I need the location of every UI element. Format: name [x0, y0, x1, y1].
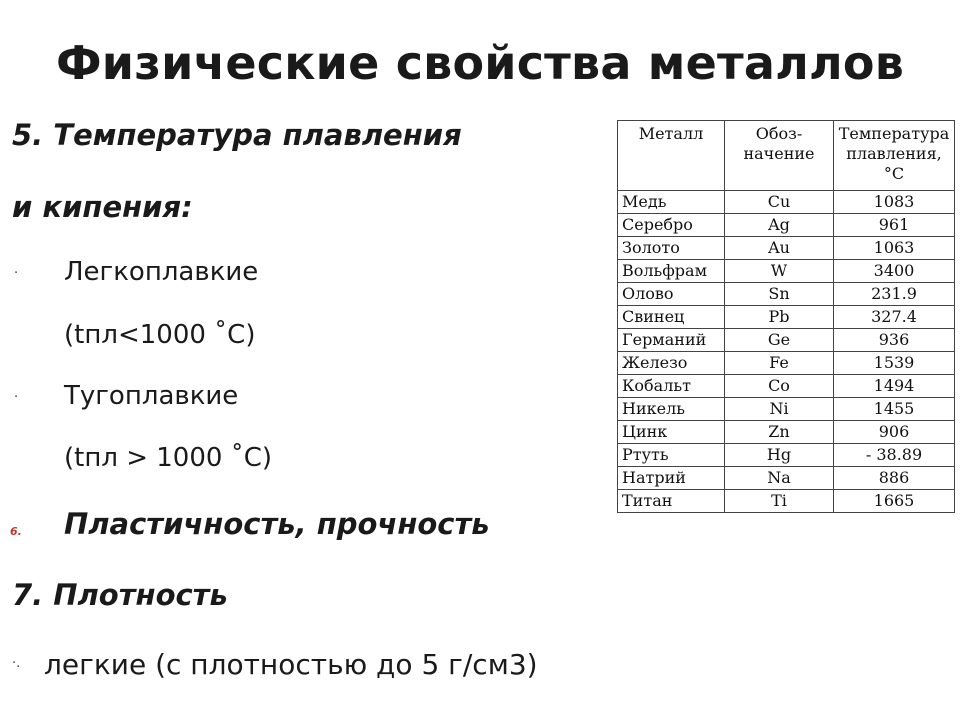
- bullet-dot-icon: ·: [14, 266, 19, 281]
- cell-melting-temp: 231.9: [834, 283, 955, 306]
- cell-symbol: Fe: [725, 352, 834, 375]
- cell-symbol: Ag: [725, 214, 834, 237]
- cell-melting-temp: 1083: [834, 191, 955, 214]
- cell-symbol: Na: [725, 467, 834, 490]
- table-header-row: [618, 121, 955, 191]
- cell-metal-name: Цинк: [618, 421, 725, 444]
- cell-symbol: Sn: [725, 283, 834, 306]
- table-row: [618, 421, 955, 444]
- bullet-dot-icon: ·.: [12, 656, 21, 671]
- cell-symbol: Cu: [725, 191, 834, 214]
- table-row: [618, 444, 955, 467]
- heading-plasticity: Пластичность, прочность: [64, 507, 490, 541]
- item6-number: 6.: [10, 525, 22, 538]
- cell-melting-temp: - 38.89: [834, 444, 955, 467]
- cell-metal-name: Натрий: [618, 467, 725, 490]
- header-line: Температура: [838, 124, 950, 143]
- table-row: [618, 329, 955, 352]
- cell-metal-name: Германий: [618, 329, 725, 352]
- cell-melting-temp: 1665: [834, 490, 955, 513]
- table-row: [618, 214, 955, 237]
- cell-metal-name: Железо: [618, 352, 725, 375]
- cell-metal-name: Кобальт: [618, 375, 725, 398]
- heading-melting-temperature: 5. Температура плавления: [12, 118, 462, 152]
- cell-symbol: W: [725, 260, 834, 283]
- page-title: Физические свойства металлов: [55, 36, 905, 90]
- cell-metal-name: Серебро: [618, 214, 725, 237]
- table-row: [618, 352, 955, 375]
- cell-metal-name: Никель: [618, 398, 725, 421]
- cell-melting-temp: 1494: [834, 375, 955, 398]
- table-row: [618, 490, 955, 513]
- cell-symbol: Ni: [725, 398, 834, 421]
- cell-melting-temp: 961: [834, 214, 955, 237]
- heading-boiling: и кипения:: [12, 190, 193, 224]
- bullet-dot-icon: ·: [14, 390, 19, 405]
- cell-symbol: Au: [725, 237, 834, 260]
- melting-points-table: [617, 120, 955, 513]
- bullet-light-metals: легкие (с плотностью до 5 г/см3): [44, 648, 538, 681]
- cell-metal-name: Золото: [618, 237, 725, 260]
- table-row: [618, 375, 955, 398]
- cell-metal-name: Медь: [618, 191, 725, 214]
- heading-density: 7. Плотность: [12, 578, 228, 612]
- table-row: [618, 283, 955, 306]
- cell-melting-temp: 886: [834, 467, 955, 490]
- cell-metal-name: Олово: [618, 283, 725, 306]
- header-line: Обоз-: [755, 124, 803, 143]
- table-row: [618, 237, 955, 260]
- cell-symbol: Ti: [725, 490, 834, 513]
- cell-metal-name: Вольфрам: [618, 260, 725, 283]
- header-line: плавления,: [846, 144, 942, 163]
- cell-symbol: Pb: [725, 306, 834, 329]
- cell-melting-temp: 1063: [834, 237, 955, 260]
- cell-symbol: Zn: [725, 421, 834, 444]
- cell-metal-name: Ртуть: [618, 444, 725, 467]
- cell-melting-temp: 327.4: [834, 306, 955, 329]
- bullet-fusible: Легкоплавкие: [64, 257, 259, 287]
- header-melting-temp: [834, 121, 955, 191]
- fusible-range: (tпл<1000 ˚С): [64, 320, 256, 350]
- refractory-range: (tпл > 1000 ˚С): [64, 443, 272, 473]
- cell-symbol: Ge: [725, 329, 834, 352]
- cell-melting-temp: 1539: [834, 352, 955, 375]
- table-row: [618, 398, 955, 421]
- table-row: [618, 191, 955, 214]
- header-line: начение: [743, 144, 815, 163]
- cell-melting-temp: 1455: [834, 398, 955, 421]
- table-row: [618, 260, 955, 283]
- table-row: [618, 306, 955, 329]
- cell-symbol: Hg: [725, 444, 834, 467]
- cell-metal-name: Титан: [618, 490, 725, 513]
- header-metal: [618, 121, 725, 191]
- bullet-refractory: Тугоплавкие: [64, 381, 239, 411]
- table-row: [618, 467, 955, 490]
- cell-melting-temp: 936: [834, 329, 955, 352]
- cell-melting-temp: 3400: [834, 260, 955, 283]
- header-line: Металл: [638, 124, 704, 143]
- cell-metal-name: Свинец: [618, 306, 725, 329]
- header-line: °С: [883, 164, 905, 183]
- cell-symbol: Co: [725, 375, 834, 398]
- header-symbol: [725, 121, 834, 191]
- cell-melting-temp: 906: [834, 421, 955, 444]
